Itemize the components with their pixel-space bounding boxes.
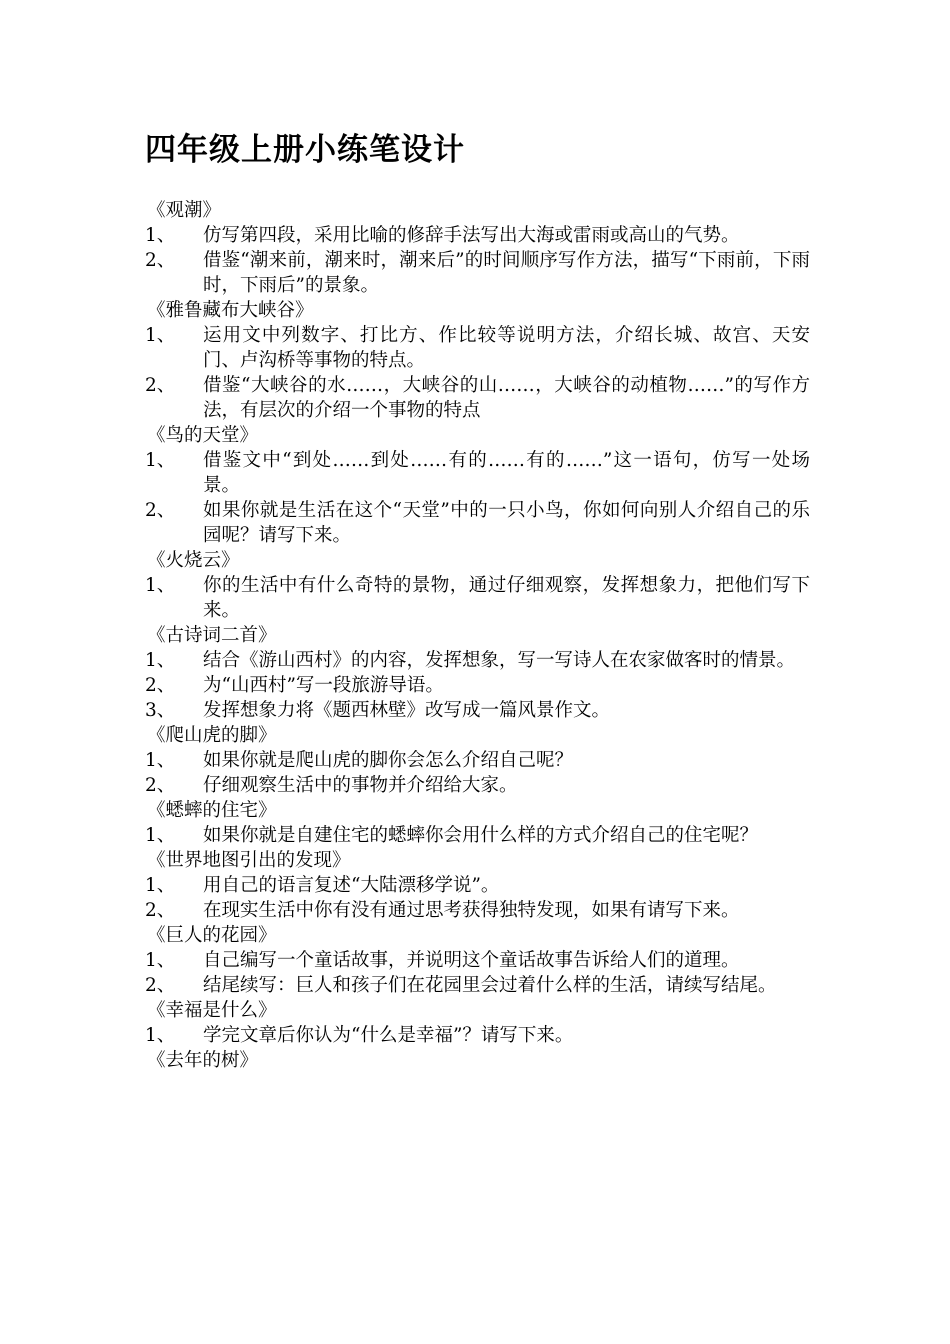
exercise-text: 结尾续写：巨人和孩子们在花园里会过着什么样的生活，请续写结尾。 (203, 975, 777, 996)
exercise-item (145, 498, 810, 548)
exercise-number: 2、 (145, 900, 176, 921)
exercise-number: 2、 (145, 500, 176, 521)
exercise-text: 用自己的语言复述“大陆漂移学说”。 (203, 875, 500, 896)
exercise-item (145, 673, 810, 698)
exercise-number: 1、 (145, 750, 176, 771)
exercise-item (145, 698, 810, 723)
exercise-number: 1、 (145, 650, 176, 671)
lesson-title: 《巨人的花园》 (147, 925, 277, 946)
lesson-title: 《世界地图引出的发现》 (147, 850, 351, 871)
lesson-title: 《爬山虎的脚》 (147, 725, 277, 746)
exercise-text: 借鉴“潮来前，潮来时，潮来后”的时间顺序写作方法，描写“下雨前，下雨时，下雨后”的景象。 (203, 250, 810, 296)
document-title: 四年级上册小练笔设计 (145, 132, 465, 168)
exercise-number: 1、 (145, 1025, 176, 1046)
exercise-text: 如果你就是生活在这个“天堂”中的一只小鸟，你如何向别人介绍自己的乐园呢？请写下来。 (203, 500, 810, 546)
exercise-item (145, 948, 810, 973)
exercise-text: 学完文章后你认为“什么是幸福”？请写下来。 (203, 1025, 574, 1046)
exercise-item (145, 448, 810, 498)
exercise-item (145, 373, 810, 423)
exercise-text: 借鉴“大峡谷的水……，大峡谷的山……，大峡谷的动植物……”的写作方法，有层次的介绍一个事物的特点 (203, 375, 810, 421)
exercise-number: 1、 (145, 325, 176, 346)
exercise-item (145, 1023, 810, 1048)
exercise-number: 1、 (145, 875, 176, 896)
lesson-title: 《古诗词二首》 (147, 625, 277, 646)
exercise-number: 1、 (145, 575, 176, 596)
exercise-text: 如果你就是自建住宅的蟋蟀你会用什么样的方式介绍自己的住宅呢？ (203, 825, 759, 846)
exercise-text: 为“山西村”写一段旅游导语。 (203, 675, 444, 696)
exercise-number: 3、 (145, 700, 176, 721)
exercise-text: 如果你就是爬山虎的脚你会怎么介绍自己呢？ (203, 750, 574, 771)
lesson-title: 《观潮》 (147, 200, 222, 221)
lesson-title: 《幸福是什么》 (147, 1000, 277, 1021)
exercise-number: 2、 (145, 375, 176, 396)
exercise-number: 1、 (145, 225, 176, 246)
exercise-text: 你的生活中有什么奇特的景物，通过仔细观察，发挥想象力，把他们写下来。 (203, 575, 810, 621)
exercise-text: 仔细观察生活中的事物并介绍给大家。 (203, 775, 518, 796)
exercise-text: 发挥想象力将《题西林壁》改写成一篇风景作文。 (203, 700, 611, 721)
exercise-number: 2、 (145, 775, 176, 796)
exercise-item (145, 223, 810, 248)
exercise-text: 自己编写一个童话故事，并说明这个童话故事告诉给人们的道理。 (203, 950, 740, 971)
exercise-number: 2、 (145, 675, 176, 696)
exercise-item (145, 323, 810, 373)
exercise-item (145, 248, 810, 298)
exercise-number: 1、 (145, 450, 176, 471)
exercise-item (145, 748, 810, 773)
exercise-text: 借鉴文中“到处……到处……有的……有的……”这一语句，仿写一处场景。 (203, 450, 810, 496)
exercise-number: 1、 (145, 950, 176, 971)
lesson-title: 《蟋蟀的住宅》 (147, 800, 277, 821)
exercise-number: 2、 (145, 975, 176, 996)
exercise-number: 1、 (145, 825, 176, 846)
exercise-item (145, 898, 810, 923)
lesson-title: 《雅鲁藏布大峡谷》 (147, 300, 314, 321)
exercise-number: 2、 (145, 250, 176, 271)
exercise-text: 运用文中列数字、打比方、作比较等说明方法，介绍长城、故宫、天安门、卢沟桥等事物的特点。 (203, 325, 810, 371)
exercise-item (145, 873, 810, 898)
exercise-item (145, 648, 810, 673)
exercise-item (145, 823, 810, 848)
document-body (145, 198, 810, 1073)
exercise-item (145, 573, 810, 623)
lesson-title: 《鸟的天堂》 (147, 425, 259, 446)
exercise-item (145, 973, 810, 998)
exercise-item (145, 773, 810, 798)
lesson-title: 《火烧云》 (147, 550, 240, 571)
exercise-text: 结合《游山西村》的内容，发挥想象，写一写诗人在农家做客时的情景。 (203, 650, 796, 671)
lesson-title: 《去年的树》 (147, 1050, 259, 1071)
exercise-text: 在现实生活中你有没有通过思考获得独特发现，如果有请写下来。 (203, 900, 740, 921)
exercise-text: 仿写第四段，采用比喻的修辞手法写出大海或雷雨或高山的气势。 (203, 225, 740, 246)
